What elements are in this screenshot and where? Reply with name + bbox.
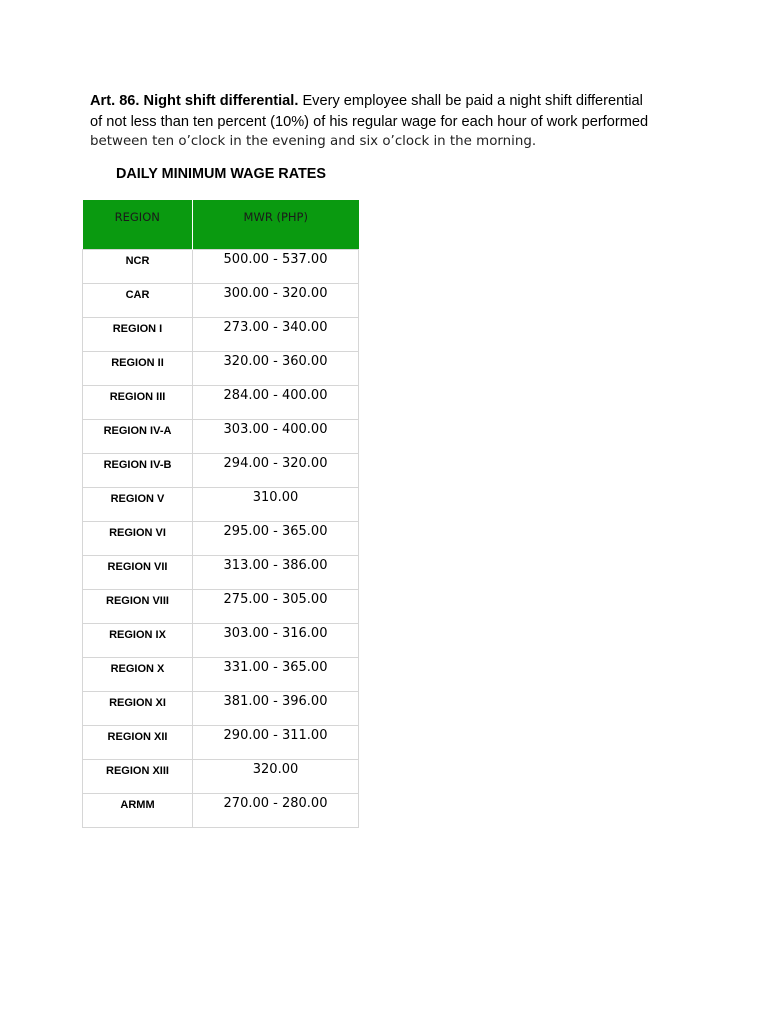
rate-cell: 273.00 - 340.00: [193, 318, 359, 352]
article-line-2: of not less than ten percent (10%) of his regular wage for each hour of work performed: [90, 113, 649, 130]
region-cell: REGION IV-A: [83, 420, 193, 454]
region-cell: REGION III: [83, 386, 193, 420]
column-header-mwr: MWR (PHP): [193, 200, 359, 250]
rate-cell: 320.00 - 360.00: [193, 352, 359, 386]
rate-cell: 320.00: [193, 760, 359, 794]
table-row: [83, 692, 359, 726]
region-cell: REGION VI: [83, 522, 193, 556]
wage-table: [82, 200, 359, 828]
rate-cell: 331.00 - 365.00: [193, 658, 359, 692]
table-row: [83, 318, 359, 352]
region-cell: REGION IX: [83, 624, 193, 658]
rate-cell: 310.00: [193, 488, 359, 522]
rate-cell: 290.00 - 311.00: [193, 726, 359, 760]
region-cell: REGION XI: [83, 692, 193, 726]
table-row: [83, 556, 359, 590]
table-row: [83, 454, 359, 488]
table-header-row: [83, 200, 359, 250]
rate-cell: 303.00 - 400.00: [193, 420, 359, 454]
rate-cell: 313.00 - 386.00: [193, 556, 359, 590]
region-cell: REGION IV-B: [83, 454, 193, 488]
table-row: [83, 284, 359, 318]
region-cell: REGION II: [83, 352, 193, 386]
region-cell: REGION XIII: [83, 760, 193, 794]
rate-cell: 294.00 - 320.00: [193, 454, 359, 488]
rate-cell: 284.00 - 400.00: [193, 386, 359, 420]
table-row: [83, 658, 359, 692]
table-row: [83, 726, 359, 760]
rate-cell: 381.00 - 396.00: [193, 692, 359, 726]
article-line-3: between ten o’clock in the evening and six o’clock in the morning.: [90, 134, 537, 149]
region-cell: REGION V: [83, 488, 193, 522]
article-title: Art. 86. Night shift differential.: [90, 93, 299, 109]
table-row: [83, 250, 359, 284]
table-heading: DAILY MINIMUM WAGE RATES: [116, 166, 327, 182]
rate-cell: 303.00 - 316.00: [193, 624, 359, 658]
rate-cell: 300.00 - 320.00: [193, 284, 359, 318]
region-cell: REGION I: [83, 318, 193, 352]
table-row: [83, 522, 359, 556]
region-cell: NCR: [83, 250, 193, 284]
region-cell: REGION VIII: [83, 590, 193, 624]
article-text-1: Every employee shall be paid a night shift differential: [302, 93, 643, 109]
article-line-1: [90, 91, 690, 112]
table-row: [83, 760, 359, 794]
table-row: [83, 590, 359, 624]
region-cell: REGION X: [83, 658, 193, 692]
region-cell: REGION VII: [83, 556, 193, 590]
table-row: [83, 488, 359, 522]
region-cell: ARMM: [83, 794, 193, 828]
region-cell: CAR: [83, 284, 193, 318]
rate-cell: 270.00 - 280.00: [193, 794, 359, 828]
rate-cell: 275.00 - 305.00: [193, 590, 359, 624]
rate-cell: 295.00 - 365.00: [193, 522, 359, 556]
table-row: [83, 794, 359, 828]
table-row: [83, 352, 359, 386]
article-paragraph: [90, 91, 690, 153]
region-cell: REGION XII: [83, 726, 193, 760]
column-header-region: REGION: [83, 200, 193, 250]
table-body: [83, 250, 359, 828]
rate-cell: 500.00 - 537.00: [193, 250, 359, 284]
table-row: [83, 624, 359, 658]
table-row: [83, 420, 359, 454]
table-row: [83, 386, 359, 420]
